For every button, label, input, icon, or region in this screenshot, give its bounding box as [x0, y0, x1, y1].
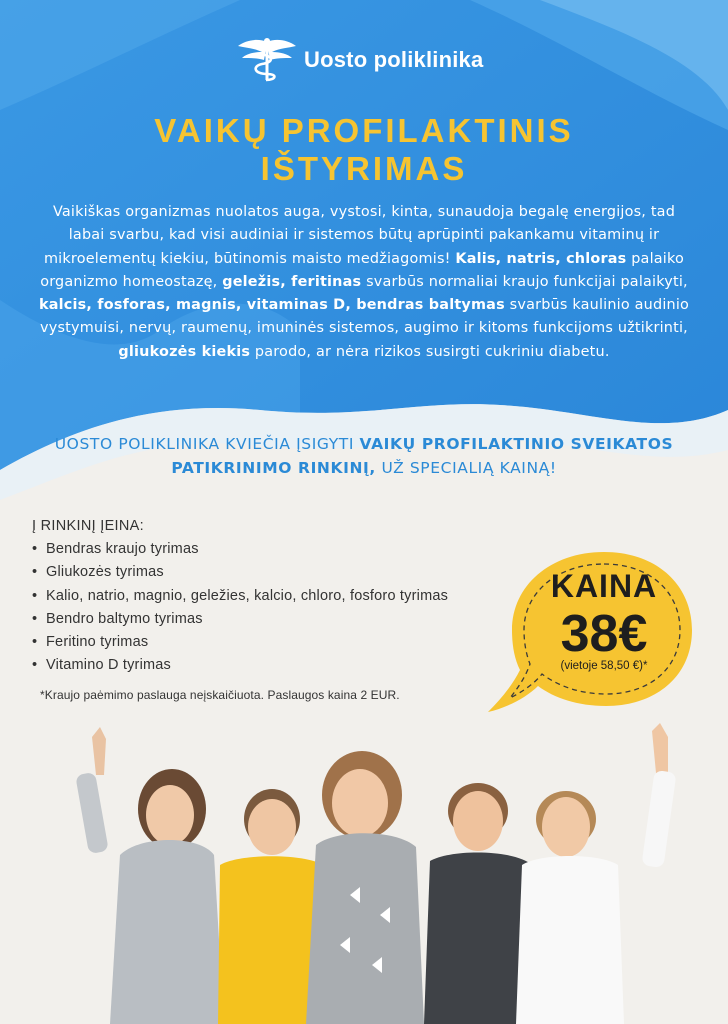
bullet-icon: •	[32, 587, 38, 604]
list-item-label: Feritino tyrimas	[46, 634, 149, 651]
list-item	[32, 631, 532, 654]
intro-bold-2: geležis, feritinas	[222, 273, 362, 290]
intro-bold-1: Kalis, natris, chloras	[455, 250, 627, 267]
list-item-label: Bendras kraujo tyrimas	[46, 541, 199, 557]
list-item	[32, 538, 532, 561]
intro-text-4: svarbūs kaulinio audinio vystymuisi, nervų, raumenų, imuninės sistemos, augimo ir kitoms funkcijoms užtikrinti,	[40, 297, 690, 337]
package-contents	[32, 515, 532, 678]
list-item-label: Kalio, natrio, magnio, geležies, kalcio, chloro, fosforo tyrimas	[46, 587, 449, 604]
price-value: 38€	[560, 605, 648, 663]
list-item	[32, 561, 532, 584]
intro-paragraph	[36, 201, 692, 364]
intro-text-3: svarbūs normaliai kraujo funkcijai palaikyti,	[366, 273, 688, 290]
list-item-label: Gliukozės tyrimas	[46, 564, 164, 581]
title-line-2: IŠTYRIMAS	[260, 150, 468, 187]
bullet-icon: •	[32, 564, 38, 581]
price-bubble	[486, 548, 696, 718]
intro-text-5: parodo, ar nėra rizikos susirgti cukriniu diabetu.	[254, 343, 610, 360]
bullet-icon: •	[32, 634, 38, 651]
price-label: KAINA	[550, 568, 658, 604]
title-line-1: VAIKŲ PROFILAKTINIS	[154, 112, 574, 149]
intro-bold-3: kalcis, fosforas, magnis, vitaminas D, bendras baltymas	[38, 297, 505, 314]
invitation-text	[40, 432, 688, 480]
children-photo	[0, 715, 728, 1024]
brand-logo	[236, 36, 483, 84]
brand-name: Uosto poliklinika	[304, 47, 484, 72]
list-item-label: Bendro baltymo tyrimas	[46, 610, 203, 627]
intro-bold-4: gliukozės kiekis	[118, 343, 251, 360]
bullet-icon: •	[32, 610, 38, 627]
intro-text-2: palaiko organizmo homeostazę,	[40, 250, 685, 290]
list-item	[32, 654, 532, 677]
list-item	[32, 608, 532, 631]
caduceus-icon	[236, 36, 298, 84]
footnote: *Kraujo paėmimo paslauga neįskaičiuota. Paslaugos kaina 2 EUR.	[40, 688, 400, 702]
list-item	[32, 585, 532, 608]
invite-part-2: VAIKŲ PROFILAKTINIO SVEIKATOS PATIKRINIMO RINKINĮ,	[171, 435, 674, 477]
intro-text-1: Vaikiškas organizmas nuolatos auga, vystosi, kinta, sunaudoja begalę energijos, tad labai svarbu, kad visi audiniai ir sistemos būtų aprūpinti pakankamu vitaminų ir mikroelementų kiekiu, būtinomis maisto medžiagomis!	[43, 204, 676, 267]
page-title	[0, 112, 728, 188]
invite-part-3: UŽ SPECIALIĄ KAINĄ!	[381, 459, 557, 477]
bullet-icon: •	[32, 541, 38, 557]
package-heading: Į RINKINĮ ĮEINA:	[32, 518, 144, 534]
invite-part-1: UOSTO POLIKLINIKA KVIEČIA ĮSIGYTI	[54, 435, 355, 453]
bullet-icon: •	[32, 657, 38, 674]
old-price-note: (vietoje 58,50 €)*	[560, 660, 648, 672]
list-item-label: Vitamino D tyrimas	[46, 657, 172, 674]
